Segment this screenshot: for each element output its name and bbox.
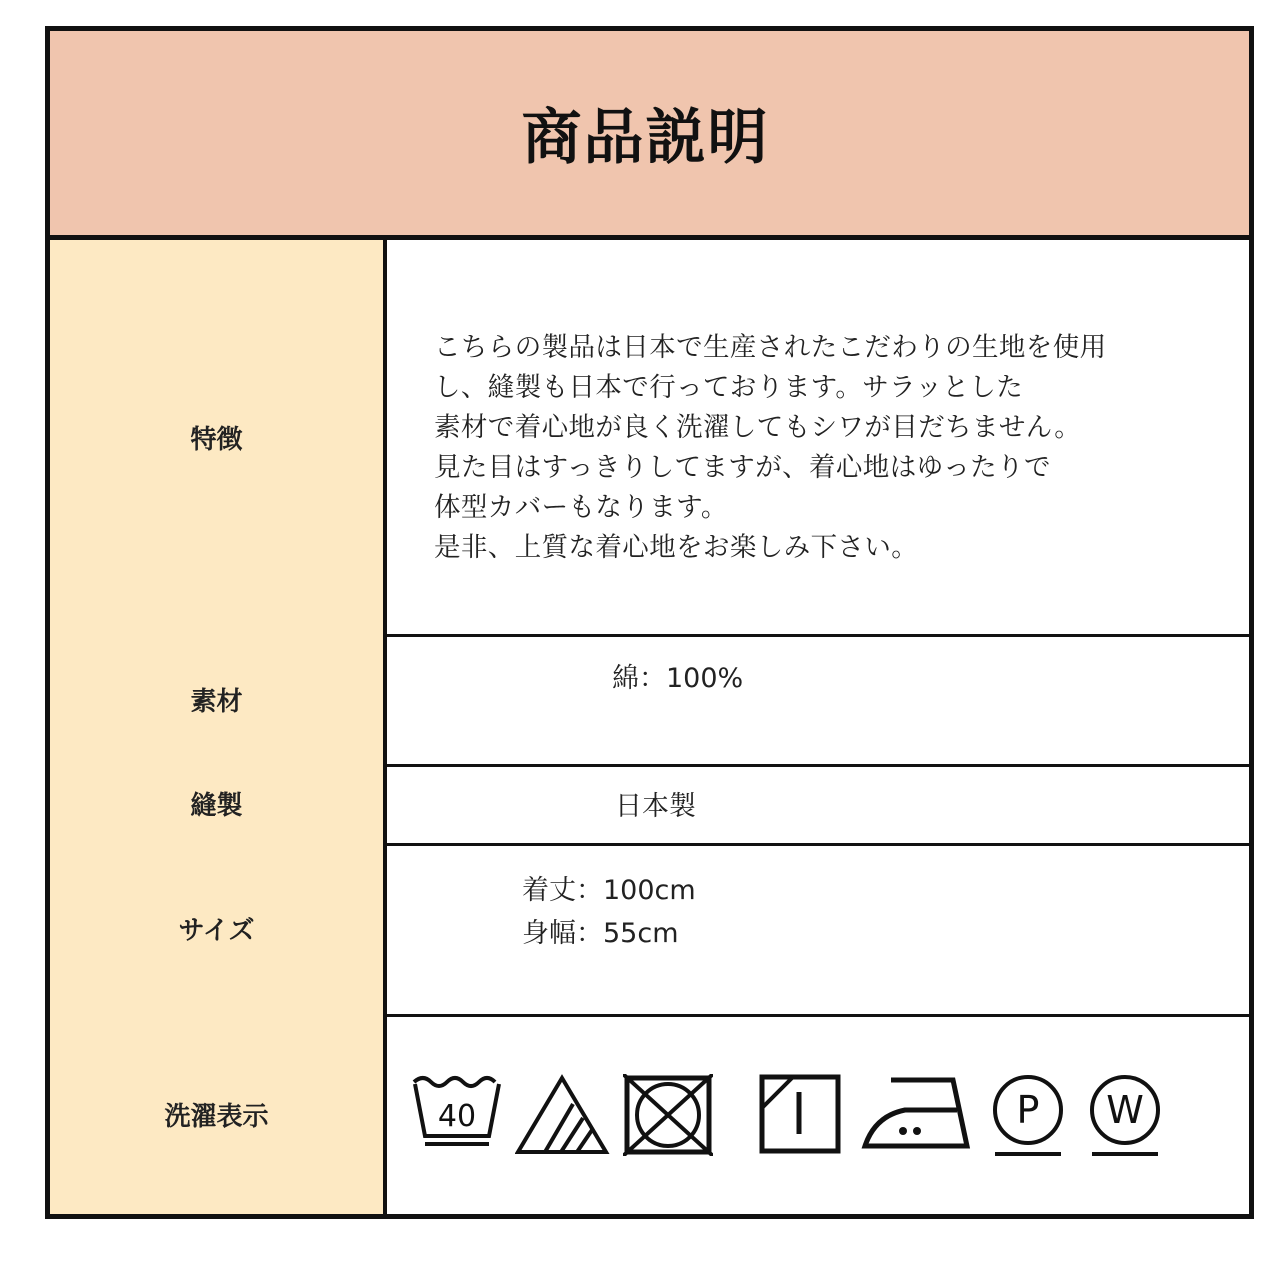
iron-low-icon — [861, 1074, 973, 1154]
features-row — [50, 240, 1249, 637]
features-value — [387, 240, 1249, 634]
features-line: し、縫製も日本で行っております。サラッとした — [434, 372, 1024, 403]
care-row — [50, 1014, 1249, 1214]
sewing-value: 日本製 — [615, 791, 696, 822]
p-letter: P — [1016, 1088, 1040, 1132]
features-label: 特徴 — [50, 240, 387, 634]
size-value-cell — [387, 843, 1249, 1014]
drip-dry-shade-icon — [759, 1074, 843, 1156]
size-width: 身幅：55cm — [522, 918, 679, 949]
size-values — [522, 869, 696, 955]
features-line: こちらの製品は日本で生産されたこだわりの生地を使用 — [434, 332, 1107, 363]
w-letter: W — [1106, 1088, 1144, 1132]
features-line: 是非、上質な着心地をお楽しみ下さい。 — [434, 532, 919, 563]
size-length: 着丈：100cm — [522, 875, 696, 906]
size-row — [50, 843, 1249, 1017]
care-label: 洗濯表示 — [50, 1014, 387, 1214]
sewing-value-cell — [387, 764, 1249, 843]
title-bar — [50, 31, 1249, 240]
wet-clean-w-icon — [1088, 1074, 1164, 1164]
sewing-label: 縫製 — [50, 764, 387, 843]
product-description-table — [45, 26, 1254, 1219]
material-label: 素材 — [50, 634, 387, 764]
page-title: 商品説明 — [521, 103, 770, 173]
features-line: 素材で着心地が良く洗濯してもシワが目だちません。 — [434, 412, 1082, 443]
size-label: サイズ — [50, 843, 387, 1014]
material-value: 綿：100% — [612, 663, 744, 694]
material-row — [50, 634, 1249, 767]
dry-clean-p-icon — [991, 1074, 1067, 1164]
non-chlorine-bleach-icon — [515, 1074, 610, 1158]
features-line: 見た目はすっきりしてますが、着心地はゆったりで — [434, 452, 1051, 483]
care-value-cell — [387, 1014, 1249, 1214]
features-line: 体型カバーもなります。 — [434, 492, 728, 523]
wash-40-icon — [411, 1074, 503, 1154]
no-tumble-dry-icon — [623, 1074, 713, 1156]
material-value-cell — [387, 634, 1249, 764]
sewing-row — [50, 764, 1249, 846]
wash-temp-text: 40 — [437, 1099, 477, 1134]
features-text — [434, 328, 1107, 568]
